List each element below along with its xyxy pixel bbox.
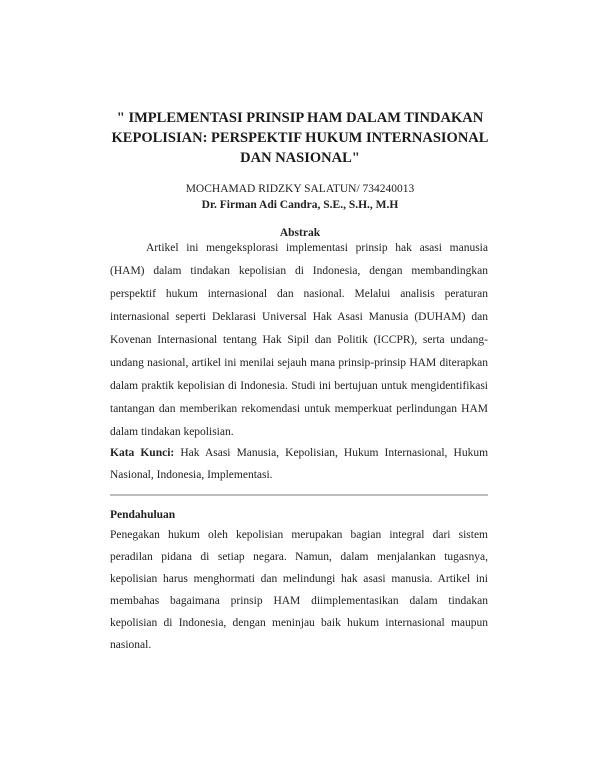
title-line: DAN NASIONAL" — [240, 150, 360, 166]
abstract-line: dalam praktik kepolisian di Indonesia. Studi ini bertujuan untuk mengidentifikasi — [110, 380, 488, 392]
keywords-line: Nasional, Indonesia, Implementasi. — [110, 469, 273, 481]
keywords-label: Kata Kunci: — [110, 447, 175, 459]
abstract-line: tantangan dan memberikan rekomendasi untuk memperkuat perlindungan HAM — [110, 403, 488, 415]
abstract-line: perspektif hukum internasional dan nasional. Melalui analisis peraturan — [110, 288, 488, 300]
intro-line: Penegakan hukum oleh kepolisian merupakan bagian integral dari sistem — [110, 529, 488, 541]
abstract-line: internasional seperti Deklarasi Universal Hak Asasi Manusia (DUHAM) dan — [110, 311, 488, 323]
abstract-line: undang nasional, artikel ini menilai sejauh mana prinsip-prinsip HAM diterapkan — [110, 357, 488, 369]
section-divider — [110, 494, 488, 496]
intro-line: kepolisian harus menghormati dan melindungi hak asasi manusia. Artikel ini — [110, 573, 488, 585]
advisor-line: Dr. Firman Adi Candra, S.E., S.H., M.H — [201, 199, 399, 211]
author-line: MOCHAMAD RIDZKY SALATUN/ 734240013 — [185, 183, 415, 195]
keywords-line — [110, 446, 488, 461]
intro-line: kepolisian di Indonesia, dengan meninjau baik hukum internasional maupun — [110, 617, 488, 629]
intro-line: membahas bagaimana prinsip HAM diimplementasikan dalam tindakan — [110, 595, 488, 607]
abstract-line: Artikel ini mengeksplorasi implementasi prinsip hak asasi manusia — [146, 242, 488, 254]
abstract-line: dalam tindakan kepolisian. — [110, 426, 234, 438]
abstract-line: Kovenan Internasional tentang Hak Sipil dan Politik (ICCPR), serta undang- — [110, 334, 488, 346]
abstract-line: (HAM) dalam tindakan kepolisian di Indonesia, dengan membandingkan — [110, 265, 488, 277]
intro-heading: Pendahuluan — [110, 509, 176, 521]
paper-title — [100, 108, 500, 168]
title-line: KEPOLISIAN: PERSPEKTIF HUKUM INTERNASIONAL — [111, 130, 489, 146]
intro-line: peradilan pidana di setiap negara. Namun, dalam menjalankan tugasnya, — [110, 551, 488, 563]
title-line: " IMPLEMENTASI PRINSIP HAM DALAM TINDAKAN — [116, 110, 484, 126]
keywords-text: Hak Asasi Manusia, Kepolisian, Hukum Internasional, Hukum — [180, 447, 489, 459]
abstract-heading: Abstrak — [279, 227, 321, 239]
intro-line: nasional. — [110, 639, 152, 651]
